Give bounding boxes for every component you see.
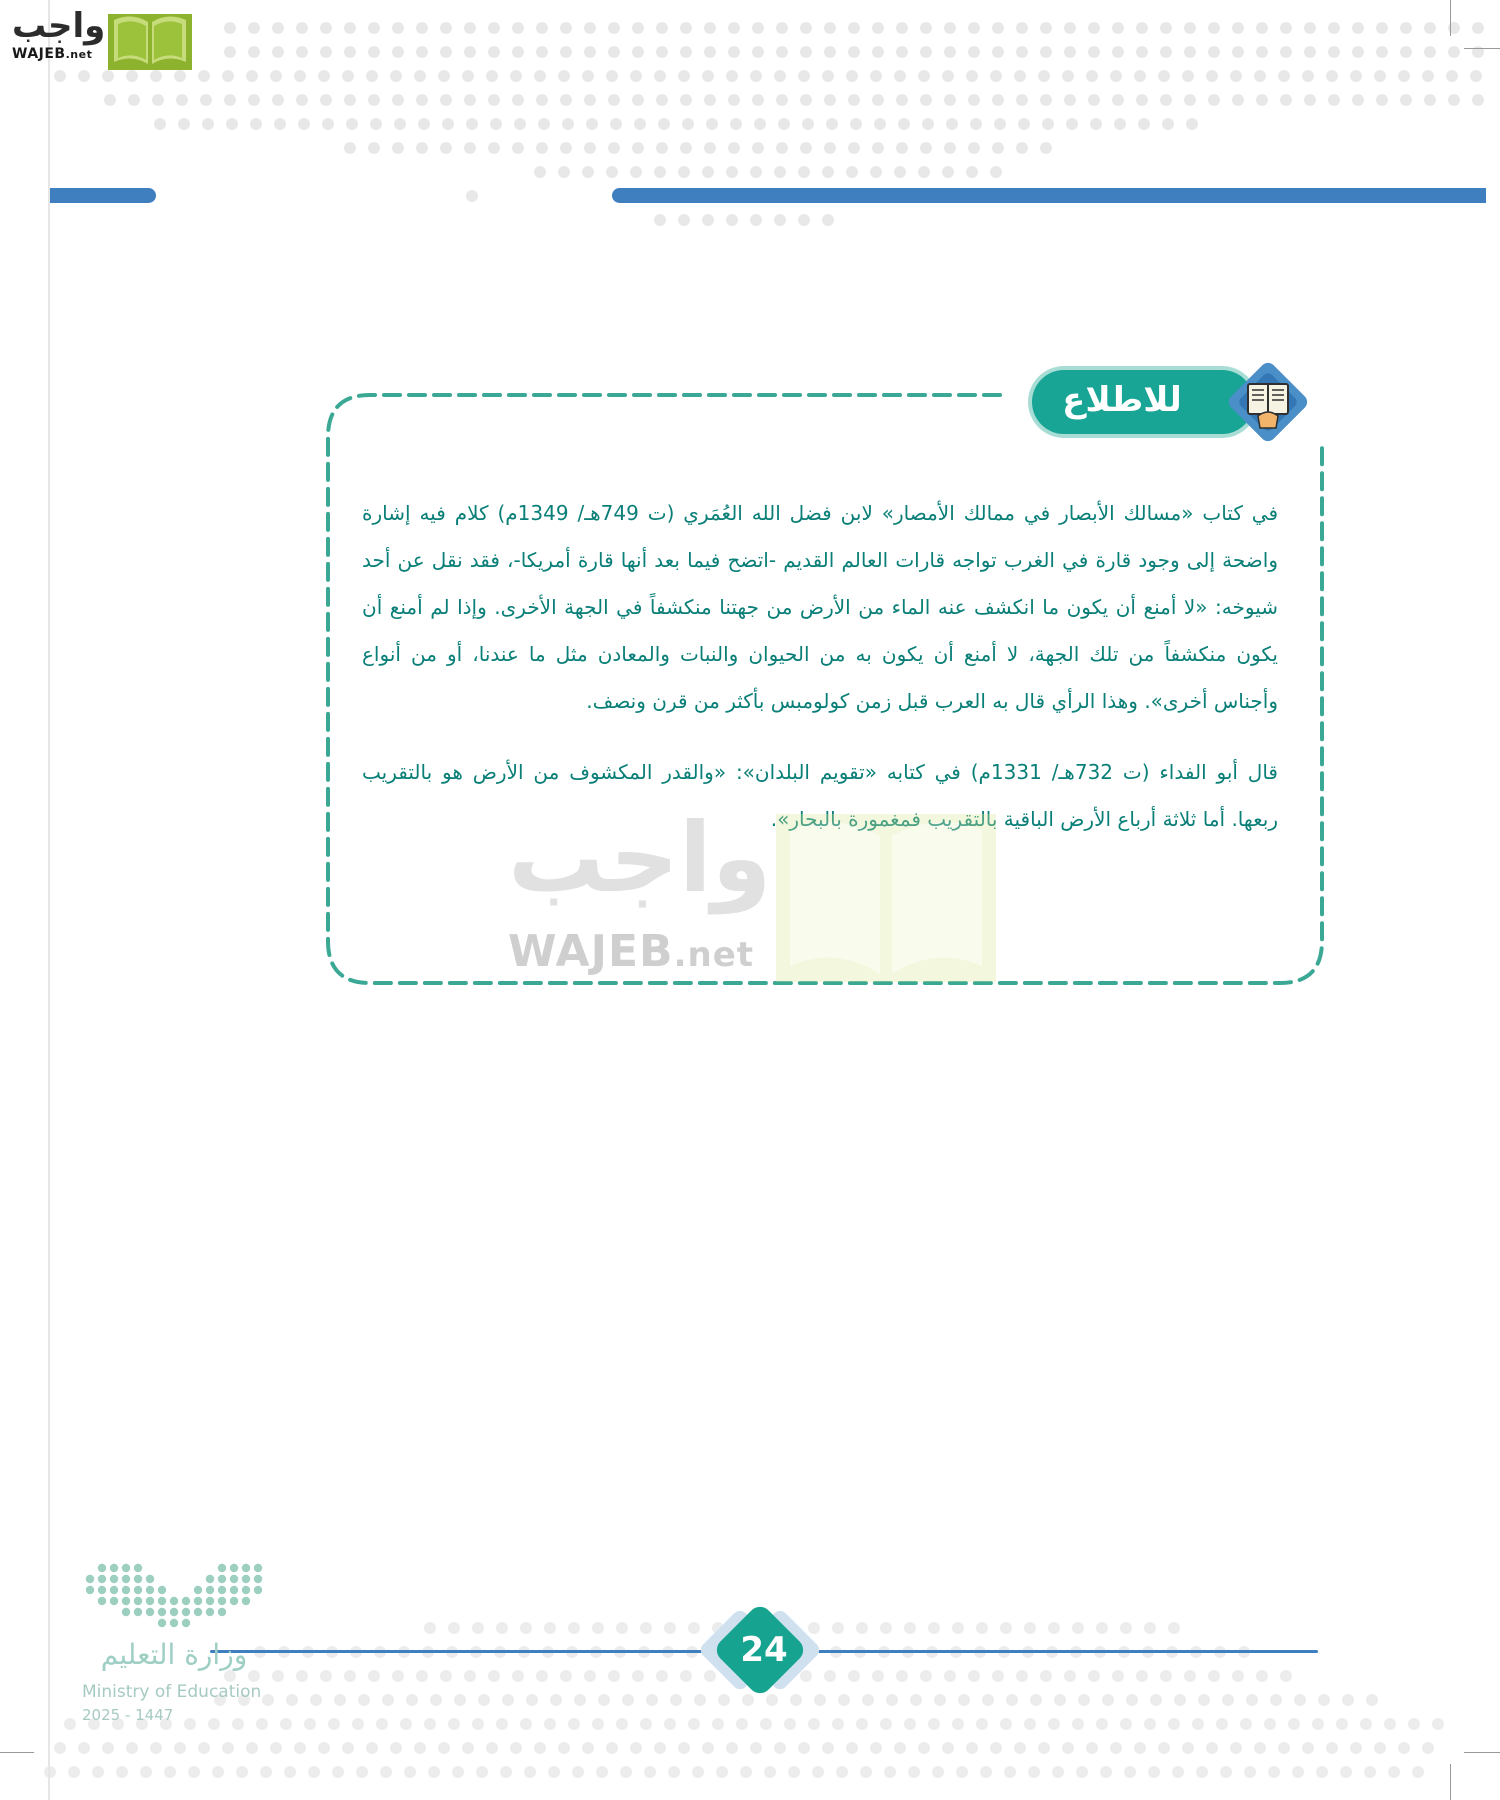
header-bar-right (612, 188, 1486, 203)
crop-mark (1464, 48, 1500, 49)
callout-body (362, 490, 1278, 843)
page-margin-line (48, 0, 50, 1800)
wajeb-logo[interactable] (8, 6, 192, 68)
book-logo-icon (108, 8, 192, 70)
watermark-book-icon (776, 806, 996, 982)
brand-arabic: واجب (12, 6, 106, 46)
page-number: 24 (740, 1630, 788, 1670)
callout-title: للاطلاع (1062, 380, 1182, 420)
callout-paragraph: في كتاب «مسالك الأبصار في ممالك الأمصار» لابن فضل الله العُمَري (ت 749هـ/ 1349م) كلام فيه إشارة واضحة إلى وجود قارة في الغرب تواجه قارات العالم القديم -اتضح فيما بعد أنها قارة أمريكا-، فقد نقل عن أحد شيوخه: «لا أمنع أن يكون ما انكشف عنه الماء من الأرض من جهتنا منكشفاً في الجهة الأخرى. وإذا لم أمنع أن يكون منكشفاً من تلك الجهة، لا أمنع أن يكون به من الحيوان والنبات والمعادن مثل ما عندنا، أو من أنواع وأجناس أخرى». وهذا الرأي قال به العرب قبل زمن كولومبس بأكثر من قرن ونصف. (362, 501, 1279, 713)
open-book-icon (1224, 358, 1312, 446)
header-bar-left (50, 188, 156, 203)
academic-year: 2025 - 1447 (82, 1706, 174, 1724)
ministry-logo-icon (84, 1562, 268, 1628)
watermark-latin: WAJEB.net (508, 926, 755, 977)
ministry-name-english: Ministry of Education (82, 1682, 262, 1702)
crop-mark (0, 1752, 34, 1753)
brand-latin: WAJEB.net (12, 46, 93, 62)
crop-mark (1464, 1752, 1500, 1753)
crop-mark (1450, 0, 1451, 36)
ministry-name-arabic: وزارة التعليم (100, 1638, 248, 1671)
callout-paragraph: قال أبو الفداء (ت 732هـ/ 1331م) في كتابه «تقويم البلدان»: «والقدر المكشوف من الأرض هو بالتقريب ربعها. أما ثلاثة أرباع الأرض الباقية بالتقريب فمغمورة بالبحار». (362, 760, 1278, 831)
crop-mark (1450, 1764, 1451, 1800)
watermark-arabic: واجب (508, 802, 772, 914)
callout-title-tag (1032, 370, 1254, 434)
